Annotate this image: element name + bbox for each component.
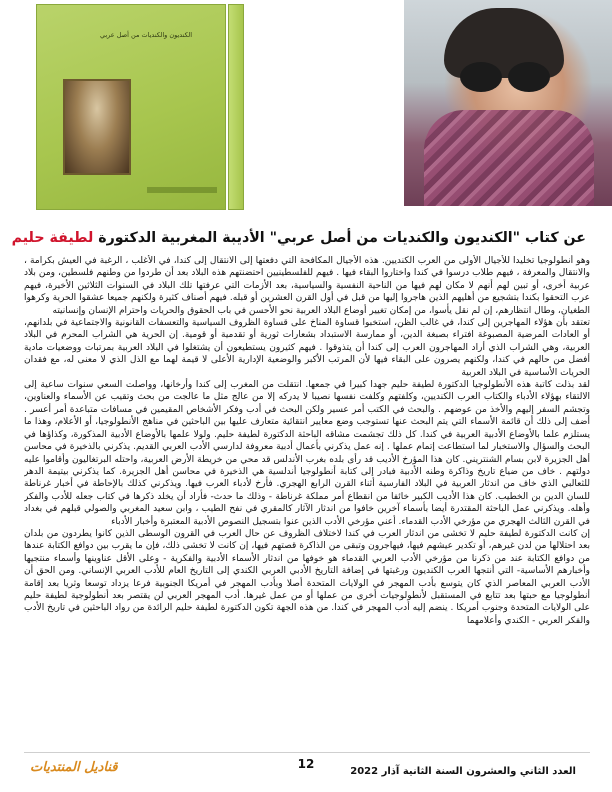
headline-prefix: عن كتاب "الكنديون والكنديات من أصل عربي" الأديبة المغربية الدكتورة [93,230,586,246]
author-photo-scarf [424,110,594,206]
author-photo [404,0,612,206]
footer-divider [24,752,590,753]
article-paragraph: وهو أنطولوجيا تخليدا للأجيال الأولى من العرب الكنديين. هذه الأجيال المكافحة التي دفعتها إلى الانتقال إلى كندا، في الأغلب ، الرغبة في العيش بكرامة ، والانتقال والمعرفة ، فيهم طلاب درسوا في كندا واختاروا البقاء فيها . فيهم للفلسطينيين احتضنتهم هذه البلاد بعد أن طردوا من وطنهم فلسطين، ومن بلاد عربية أخرى، أو تبين لهم أنهم لا مكان لهم فيها من الناحية النفسية والسياسية، بعد الأزمات التي عرفتها تلك البلاد في السنوات الثلاثين الأخيرة، فيهم عرب التحقوا بكندا بتشجيع من أهليهم الذين هاجروا إليها من قبل في أول القرن العشرين أو قبله. فيهم أصناف كثيرة ولكنهم جميعا عشقوا الحرية وكرهوا الطغيان، وطال انتظارهم، إن لم نقل يأسوا، من إمكان تغيير أوضاع البلاد العربية نحو الأحسن في باب الحقوق والحريات واحترام الإنسان وإنسانيته [24,256,590,316]
magazine-logo: قناديل المنتديات [30,760,118,775]
book-cover-title: الكنديون والكنديات من أصل عربي [99,31,193,39]
article-body [24,255,590,748]
article-headline [11,228,586,248]
book-cover-author-strip [147,187,217,193]
book-cover-image [36,4,226,210]
article-paragraph: تعتقد بأن هؤلاء المهاجرين إلى كندا، في غالب الظن، استخبوا قساوة المناخ على قساوة الظروف السياسية والتعسفات القانونية والاجتماعية في بلدانهم، أو العادات المرضية المصبوغة افتراء بصبغة الدين، أو ممارسة الاستبداد بشعارات ثورية أو تقدمية أو قومية. إن الحرية هي الشراب المحرم في البلاد العربية، وهي الشراب الذي أراد المهاجرون العرب إلى كندا أن يتذوقوا . فيهم كثيرون يستطيعون أن يشتغلوا في البلاد العربية بمرتبات ووضعيات مادية أفضل من حالهم في كندا، ولكنهم يصرون على البقاء فيها لأن المرتب الأكبر والوضعية الإدارية الأعلى لا قيمة لهما مع الذل الذي لا معنى له، مع فقدان الحريات الأساسية في البلاد العربية [24,318,590,378]
book-cover-portrait [63,79,131,175]
article-paragraph: إن كانت الدكتورة لطيفة حليم لا تخشى من اندثار العرب في كندا لاختلاف الظروف عن حال العرب في القرون الوسطى الذين كانوا يطردون من بلدان بعد احتلالها من لدن غيرهم، أو تكدير عيشهم فيها، فيهاجرون وتبقى من الذاكرة قصتهم فيها، إن كانت لا تخشى ذلك، فإن ما يقرب بين دوافع الكتابة عندها من دوافع الكتابة عند من ذكرنا من مؤرخي الأدب العربي القدماء هو خوفها من اندثار الأسماء الأدبية والفكرية - وعلى الأقل عناوينها وأسماء منتجيها وأخبارهم الأساسية- التي أنتجها العرب الكنديون ورغبتها في إضافة التاريخ الأدبي العربي الكندي إلى التاريخ العام للأدب العربي الإنساني. ومن الحق أن الأدب العربي المعاصر الذي كان يتوسع بأدب المهجر في الولايات المتحدة أصلا وبأدب المهجر في أمريكا الجنوبية فرعا يزداد توسعا وثريا بعد إقامة أنطولوجيا مع حبتها بعد تتابع في المستقبل لأنطولوجيات أخرى من عملها أو من عمل غيرها. أدب المهجر العربي لن يقتصر بعد أنطولوجية لطيفة حليم على الولايات المتحدة وجنوب أمريكا . ينضم إليه أدب المهجر في كندا. من هذه الجهة تكون الدكتورة لطيفة حليم الرائدة من رواد الباحثين في تاريخ الأدب والفكر العربي - الكندي وأعلامهما [24,528,590,626]
author-photo-glasses-left [460,62,502,92]
article-paragraph: لقد بذلت كاتبة هذه الأنطولوجيا الدكتورة لطيفة حليم جهدا كبيرا في جمعها. انتقلت من المغرب إلى كندا وأرخانها، وواصلت السعي سنوات ساعية إلى الالتقاء بهؤلاء الأدباء والكتاب العرب الكنديين، وكلفتهم وكلفت نفسها نصيبا لا يدركه إلا من عالج مثل ما عالجت من بحث وتقيب عن الأسماء والعناوين، وتجشم السفر إليهم والأخذ من عوضهم . والبحث في الكتب أمر عسير ولكن البحث في أدب وفكر الأشخاص المقيمين في مسافات متباعدة أمر أعسر . أضف إلى ذلك أن قائمة الأسماء التي يتم البحث عنها تستوجب وضع معايير انتقائية متعارف عليها بين الباحثين في مناهج الأنطولوجيا، أو الأعلام، وهذا ما يستلزم علما بالأوضاع الأدبية العربية في كندا. كل ذلك تجشمت مشاقه الباحثة الدكتورة لطيفة حليم. ولولا علمها بالأوضاع الأدبية المذكورة، وكذاؤها في البحث والسؤال والاستخبار لما استطاعت إتمام عملها . إنه عمل يذكرني بأعمال أدبية معروفة لدارسي الأدب العربي القديم. يذكرني بالذخيرة في محاسن أهل الجزيرة لابن بسام الشنتريني. كان هذا المؤرخ الأديب قد رأى بلده بغرب الأندلس قد محي من خريطة الأرض العربية، واحتله البرتغاليون وأقاموا عليه دولتهم . خاف من ضياع تاريخ وذاكرة وطنه الأدبية فبادر إلى كتابة أنطولوجيا أندلسية هي الذخيرة في محاسن أهل الجزيرة. كما يذكرني بيتيمة الدهر للثعالبي الذي خاف من اندثار العربية في البلاد الفارسية أثناء القرن الرابع الهجري. فأرخ لأدباء العرب فيها. ويذكرني كذلك بالإحاطة في أخبار غرناطة للسان الدين بن الخطيب. كان هذا الأديب الكبير خائفا من انقطاع أمر مملكة غرناطة - وذلك ما حدث- فأراد أن يخلد ذكرها في كتاب جعله للأدب والفكر وأهله. ويذكرني عمل الباحثة المقتدرة أيضا بأسماء آخرين خافوا من اندثار الآثار كالمقري في نفح الطيب ، وابن سعيد المغربي والصولي قبلهم في بغداد في القرن الثالث الهجري من مؤرخي الأدب القدماء. أعني مؤرخي الأدب الذين عنوا بتسجيل النصوص الأدبية المعتبرة وأخبار الأدباء [24,380,590,527]
page-number: 12 [297,757,315,771]
book-spine-image [228,4,244,210]
author-photo-glasses-right [508,62,550,92]
headline-author-name: لطيفة حليم [11,230,94,246]
issue-info: العدد الثاني والعشرون السنة الثانية آذار 2022 [350,766,576,777]
